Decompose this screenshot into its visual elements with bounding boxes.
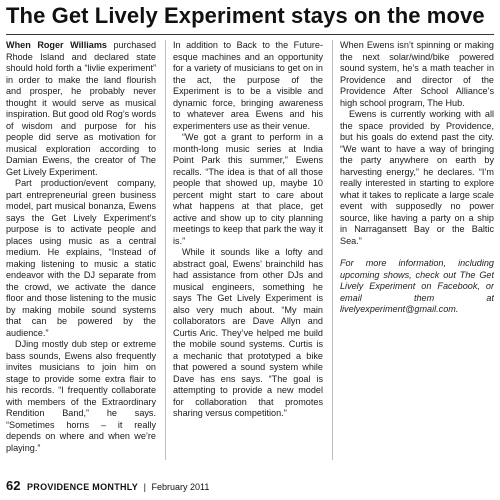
info-note: For more information, including upcoming shows, check out The Get Lively Experiment on Facebook, or email them at livelyexperiment@gmail.com. [340,258,494,314]
lead-in: When Roger Williams [6,40,107,50]
issue-date: February 2011 [151,482,210,492]
paragraph: “We got a grant to perform in a month-long music series at India Point Park this summer,” Ewens recalls. “The idea is that of all those people that showed up, maybe 10 percent might start to care about what happens at that place, get active and show up to city planning meetings to keep that park the way it is.” [173,132,323,246]
column-1 [6,40,156,465]
page-footer [6,478,494,494]
paragraph: In addition to Back to the Future-esque machines and an opportunity for a variety of musicians to get on in the act, the purpose of the Experiment is to be a visible and dynamic force, bringing awareness to whatever area Ewens and his experimenters use as their venue. [173,40,323,131]
paragraph: Ewens is currently working with all the space provided by Providence, but his goals do extend past the city. “We want to have a way of bringing the party anywhere on earth by harvesting energy,” he declares. “I’m really interested in starting to explore what it takes to replicate a large scale event with supposedly no power source, like having a party on a ship in Narragansett Bay or the Baltic Sea.” [340,109,494,246]
column-divider [165,40,166,460]
paragraph: While it sounds like a lofty and abstract goal, Ewens’ brainchild has had assistance from other DJs and musical engineers, something he says The Get Lively Experiment is also very much about. “My main collaborators are Dave Allyn and Curtis Aric. They’ve helped me build the mobile sound systems. Curtis is a mechanic that prototyped a bike that powered a sound system while Dave has ens says. “The goal is attempting to provide a new model for collaboration that promotes sharing versus competition.” [173,247,323,418]
paragraph: When Ewens isn’t spinning or making the next solar/wind/bike powered sound system, he’s a math teacher in Providence and director of the Providence After School Alliance’s high school program, The Hub. [340,40,494,108]
magazine-name: PROVIDENCE MONTHLY [26,482,139,492]
paragraph-text: purchased Rhode Island and declared state should hold forth a “livlie experiment” in order to make the land flourish and prosper, he probably never thought it would serve as musical inspiration. But good old Rog’s words of wisdom and purpose for his people did serve as motivation for musical exploration according to Damian Ewens, the creator of The Get Lively Experiment. [6,40,156,177]
headline-rule [6,34,494,35]
footer-separator: | [143,482,146,492]
headline: The Get Lively Experiment stays on the move [6,3,485,28]
page-number: 62 [6,478,21,493]
column-2 [173,40,323,465]
paragraph [6,40,156,178]
paragraph: DJing mostly dub step or extreme bass sounds, Ewens also frequently invites musicians to join him on stage to provide some extra flair to his records. “I frequently collaborate with members of the Extraordinary Rendition Band,” he says. “Sometimes horns – it really depends on where and when we’re playing.” [6,339,156,453]
paragraph: Part production/event company, part entrepreneurial green business model, part musical bonanza, Ewens says the Get Lively Experiment’s purpose is to activate people and places using music as a central medium. He explains, “Instead of making listening to music a static endeavor with the DJ separate from the crowd, we activate the dance floor and those listening to the music by making mobile sound systems that can be powered by the audience.” [6,178,156,338]
column-3 [340,40,494,465]
column-divider [332,40,333,460]
